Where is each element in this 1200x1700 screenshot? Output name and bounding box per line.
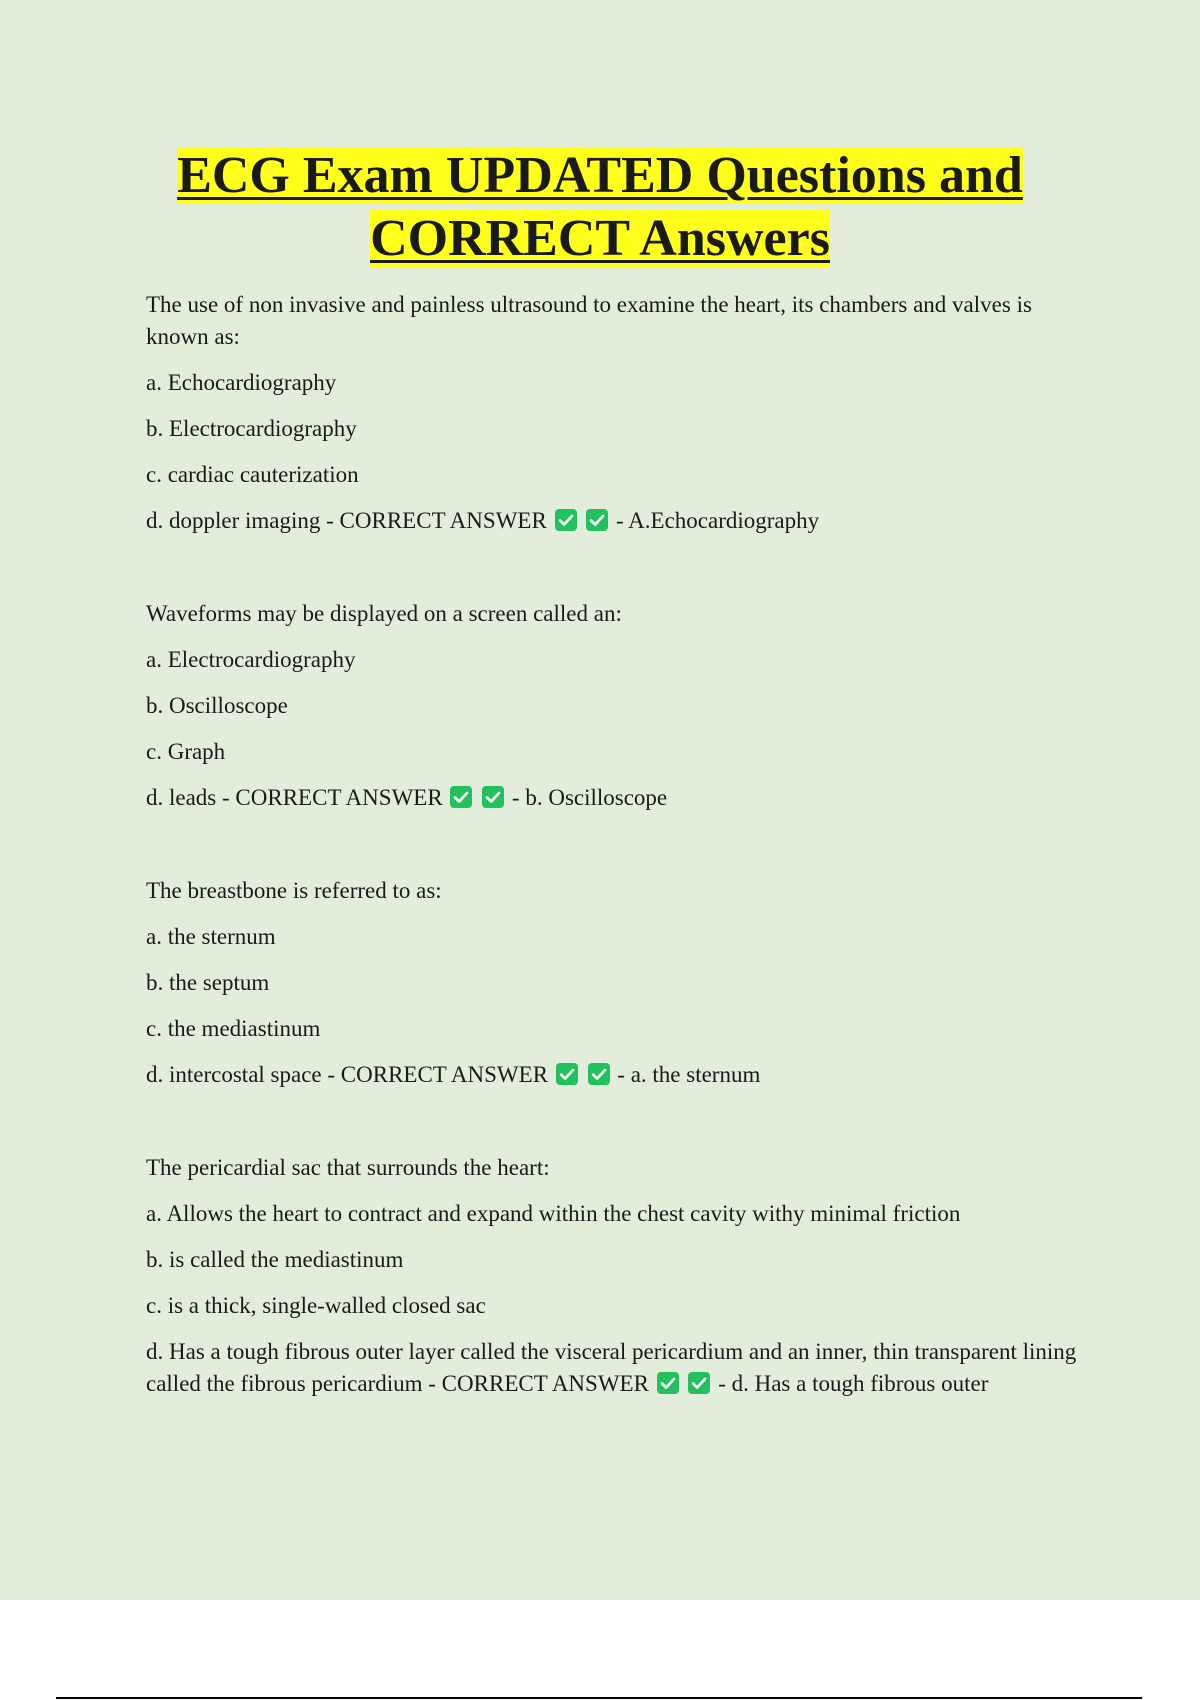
option-a: a. the sternum <box>146 924 276 949</box>
option-a: a. Allows the heart to contract and expand within the chest cavity withy minimal friction <box>146 1201 961 1226</box>
option-a: a. Echocardiography <box>146 370 337 395</box>
question-text: The breastbone is referred to as: <box>146 878 442 903</box>
footer-divider <box>56 1697 1142 1699</box>
option-d-with-answer <box>146 1336 1096 1400</box>
option-d: d. leads - CORRECT ANSWER <box>146 785 443 810</box>
title-line-2: CORRECT Answers <box>370 210 830 267</box>
check-mark-icon <box>482 786 504 808</box>
check-mark-icon <box>586 509 608 531</box>
question-list <box>146 289 1096 1400</box>
check-mark-icon <box>688 1372 710 1394</box>
check-mark-icon <box>657 1372 679 1394</box>
correct-answer: - b. Oscilloscope <box>511 785 668 810</box>
option-b: b. the septum <box>146 970 270 995</box>
check-mark-icon <box>450 786 472 808</box>
title-line-1: ECG Exam UPDATED Questions and <box>177 147 1023 204</box>
option-d-with-answer <box>146 505 1096 537</box>
option-c: c. cardiac cauterization <box>146 462 359 487</box>
check-mark-icon <box>556 1063 578 1085</box>
option-c: c. Graph <box>146 739 226 764</box>
check-mark-icon <box>588 1063 610 1085</box>
page-title <box>0 144 1200 270</box>
option-c: c. is a thick, single-walled closed sac <box>146 1293 486 1318</box>
option-d: d. intercostal space - CORRECT ANSWER <box>146 1062 549 1087</box>
question-text: Waveforms may be displayed on a screen called an: <box>146 601 622 626</box>
correct-answer: - d. Has a tough fibrous outer <box>718 1371 989 1396</box>
question-block <box>146 598 1096 814</box>
question-block <box>146 875 1096 1091</box>
correct-answer: - A.Echocardiography <box>616 508 820 533</box>
option-b: b. Electrocardiography <box>146 416 357 441</box>
correct-answer: - a. the sternum <box>617 1062 761 1087</box>
question-text: The pericardial sac that surrounds the heart: <box>146 1155 550 1180</box>
check-mark-icon <box>555 509 577 531</box>
option-d-with-answer <box>146 782 1096 814</box>
question-block <box>146 1152 1096 1400</box>
question-block <box>146 289 1096 537</box>
option-d-with-answer <box>146 1059 1096 1091</box>
question-text: The use of non invasive and painless ultrasound to examine the heart, its chambers and valves is known as: <box>146 292 1032 349</box>
option-b: b. Oscilloscope <box>146 693 288 718</box>
option-c: c. the mediastinum <box>146 1016 321 1041</box>
option-d: d. doppler imaging - CORRECT ANSWER <box>146 508 547 533</box>
option-d: d. Has a tough fibrous outer layer called the visceral pericardium and an inner, thin transparent lining called the fibrous pericardium - CORRECT ANSWER <box>146 1339 1077 1396</box>
option-a: a. Electrocardiography <box>146 647 356 672</box>
option-b: b. is called the mediastinum <box>146 1247 404 1272</box>
